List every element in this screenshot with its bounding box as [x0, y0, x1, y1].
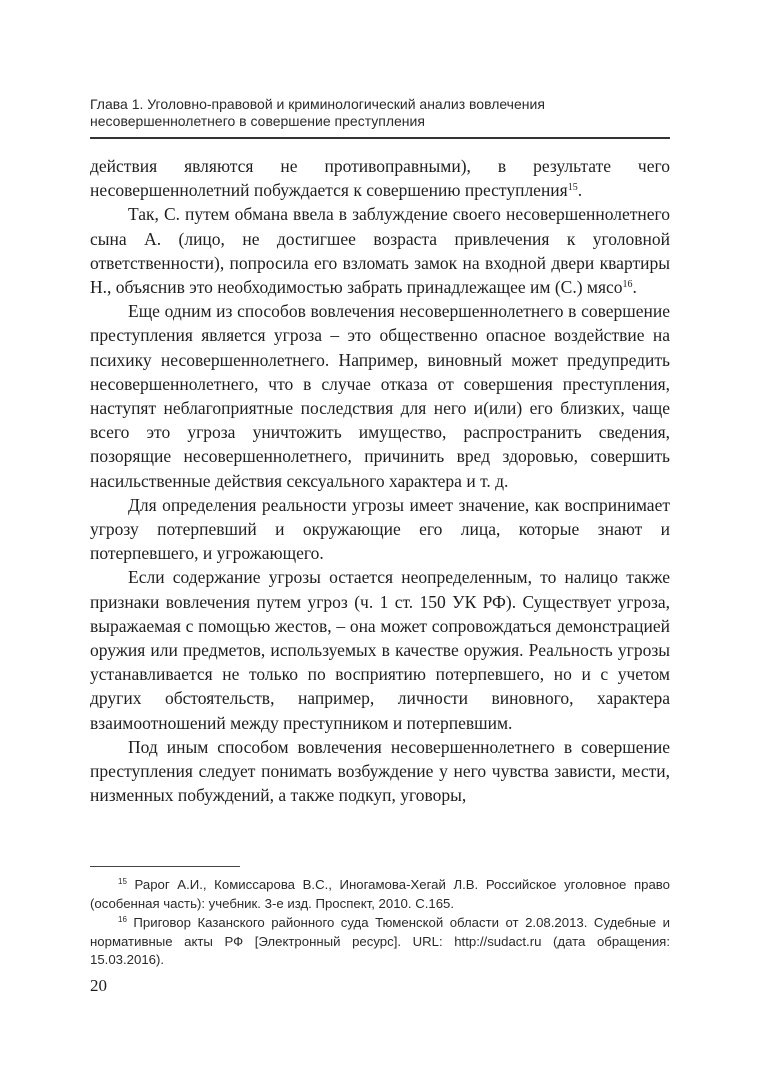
footnote-ref-15: 15	[567, 182, 578, 194]
footnote-16	[90, 914, 670, 970]
footnotes	[90, 876, 670, 971]
paragraph-6: Под иным способом вовлечения несовершеннолетнего в совершение преступления следует понимать возбуждение у него чувства зависти, мести, низменных побуждений, а также подкуп, уговоры,	[90, 736, 670, 806]
paragraph-1-end: .	[577, 180, 583, 201]
running-header	[90, 96, 670, 130]
paragraph-4: Для определения реальности угрозы имеет значение, как воспринимает угрозу потерпевший и окружающие его лица, которые знают и потерпевшего, и угрожающего.	[90, 494, 670, 564]
running-header-line-2: несовершеннолетнего в совершение преступления	[90, 113, 425, 129]
footnote-ref-16: 16	[622, 279, 633, 291]
footnote-15	[90, 876, 670, 913]
footnote-divider	[90, 866, 240, 867]
paragraph-1	[90, 154, 670, 202]
footnote-15-text: Рарог А.И., Комиссарова В.С., Иногамова-Хегай Л.В. Российское уголовное право (особенная часть): учебник. 3-е изд. Проспект, 2010. С.165.	[90, 877, 670, 911]
footnote-15-number: 15	[118, 877, 127, 886]
paragraph-5: Если содержание угрозы остается неопределенным, то налицо также признаки вовлечения путем угроз (ч. 1 ст. 150 УК РФ). Существует угроза, выражаемая с помощью жестов, – она может сопровождаться демонстрацией оружия или предметов, используемых в качестве оружия. Реальность угрозы устанавливается не только по восприятию потерпевшего, но и с учетом других обстоятельств, например, личности виновного, характера взаимоотношений между преступником и потерпевшим.	[90, 567, 670, 733]
main-text	[90, 154, 670, 807]
paragraph-2-text: Так, С. путем обмана ввела в заблуждение своего несовершеннолетнего сына А. (лицо, не достигшее возраста привлечения к уголовной ответственности), попросила его взломать замок на входной двери квартиры Н., объяснив это необходимостью забрать принадлежащее им (С.) мясо	[90, 204, 670, 298]
paragraph-1-text: действия являются не противоправными), в результате чего несовершеннолетний побуждается к совершению преступления	[90, 156, 670, 201]
paragraph-2	[90, 202, 670, 299]
paragraph-2-end: .	[632, 277, 637, 298]
footnote-16-text: Приговор Казанского районного суда Тюменской области от 2.08.2013. Судебные и нормативные акты РФ [Электронный ресурс]. URL: http://sudact.ru (дата обращения: 15.03.2016).	[90, 915, 670, 967]
page-number: 20	[90, 976, 107, 995]
running-header-line-1: Глава 1. Уголовно-правовой и криминологический анализ вовлечения	[90, 96, 545, 112]
header-divider	[90, 137, 670, 139]
footnote-16-number: 16	[118, 915, 127, 924]
paragraph-3: Еще одним из способов вовлечения несовершеннолетнего в совершение преступления является угроза – это общественно опасное воздействие на психику несовершеннолетнего. Например, виновный может предупредить несовершеннолетнего, что в случае отказа от совершения преступления, наступят неблагоприятные последствия для него и(или) его близких, чаще всего это угроза уничтожить имущество, распространить сведения, позорящие несовершеннолетнего, причинить вред здоровью, совершить насильственные действия сексуального характера и т. д.	[90, 301, 670, 491]
